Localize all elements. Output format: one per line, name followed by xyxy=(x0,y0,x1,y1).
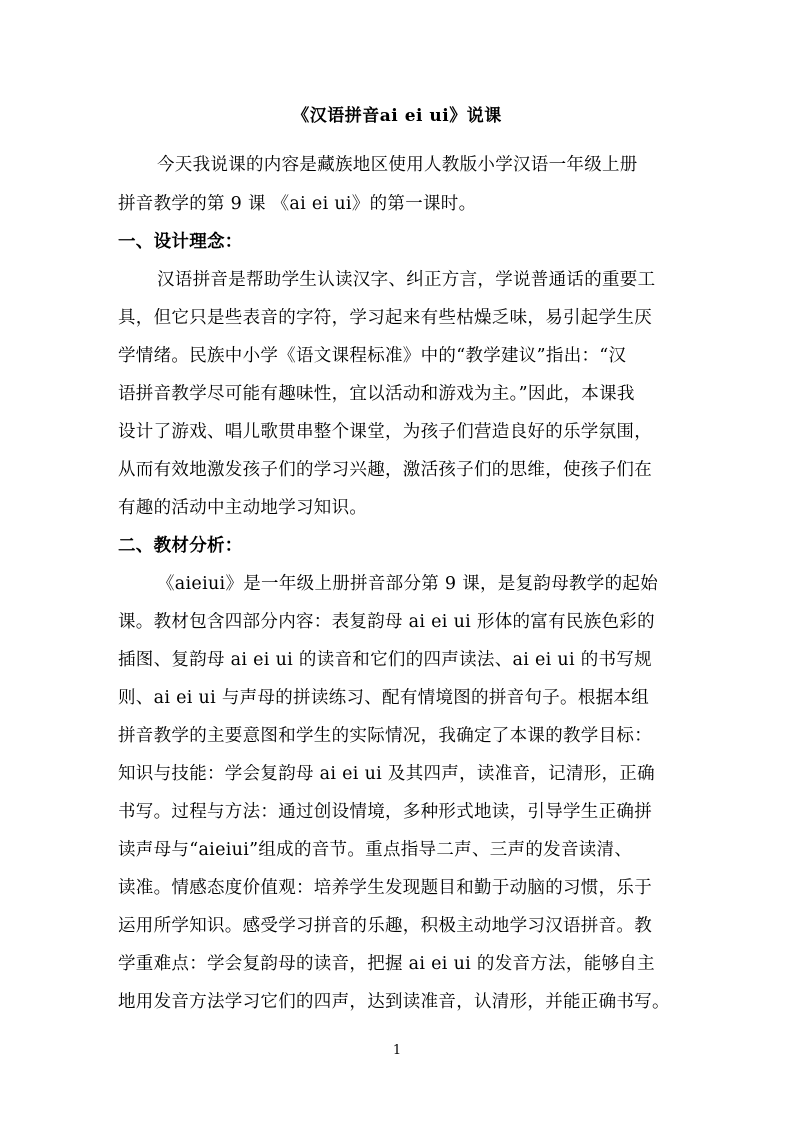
section-heading-textbook-analysis: 二、教材分析： xyxy=(118,536,243,556)
intro-line-1: 今天我说课的内容是藏族地区使用人教版小学汉语一年级上册 xyxy=(157,155,638,175)
paragraph-line: 拼音教学的主要意图和学生的实际情况，我确定了本课的教学目标： xyxy=(118,726,652,746)
paragraph-line: 运用所学知识。感受学习拼音的乐趣，积极主动地学习汉语拼音。教 xyxy=(118,916,652,936)
document-title: 《汉语拼音ai ei ui》说课 xyxy=(292,106,502,126)
paragraph-line: 插图、复韵母 ai ei ui 的读音和它们的四声读法、ai ei ui 的书写规 xyxy=(118,650,652,670)
paragraph-line: 有趣的活动中主动地学习知识。 xyxy=(118,498,368,518)
paragraph-line: 学情绪。民族中小学《语文课程标准》中的“教学建议”指出：“汉 xyxy=(118,346,627,366)
paragraph-line: 《aieiui》是一年级上册拼音部分第 9 课，是复韵母教学的起始 xyxy=(157,574,659,594)
paragraph-line: 地用发音方法学习它们的四声，达到读准音，认清形，并能正确书写。 xyxy=(118,992,670,1012)
paragraph-line: 知识与技能：学会复韵母 ai ei ui 及其四声，读准音，记清形，正确 xyxy=(118,764,655,784)
intro-line-2: 拼音教学的第 9 课 《ai ei ui》的第一课时。 xyxy=(118,194,477,214)
paragraph-line: 则、ai ei ui 与声母的拼读练习、配有情境图的拼音句子。根据本组 xyxy=(118,688,650,708)
paragraph-line: 读准。情感态度价值观：培养学生发现题目和勤于动脑的习惯，乐于 xyxy=(118,878,652,898)
paragraph-line: 汉语拼音是帮助学生认读汉字、纠正方言，学说普通话的重要工 xyxy=(157,270,656,290)
paragraph-line: 读声母与“aieiui”组成的音节。重点指导二声、三声的发音读清、 xyxy=(118,840,633,860)
paragraph-line: 学重难点：学会复韵母的读音，把握 ai ei ui 的发音方法，能够自主 xyxy=(118,954,655,974)
paragraph-line: 设计了游戏、唱儿歌贯串整个课堂，为孩子们营造良好的乐学氛围， xyxy=(118,422,652,442)
page-number: 1 xyxy=(392,1043,402,1058)
paragraph-line: 具，但它只是些表音的字符，学习起来有些枯燥乏味，易引起学生厌 xyxy=(118,308,652,328)
paragraph-line: 语拼音教学尽可能有趣味性，宜以活动和游戏为主。”因此，本课我 xyxy=(118,384,635,404)
paragraph-line: 书写。过程与方法：通过创设情境，多种形式地读，引导学生正确拼 xyxy=(118,802,652,822)
paragraph-line: 课。教材包含四部分内容：表复韵母 ai ei ui 形体的富有民族色彩的 xyxy=(118,612,655,632)
section-heading-design-concept: 一、设计理念： xyxy=(118,232,243,252)
paragraph-line: 从而有效地激发孩子们的学习兴趣，激活孩子们的思维，使孩子们在 xyxy=(118,460,652,480)
